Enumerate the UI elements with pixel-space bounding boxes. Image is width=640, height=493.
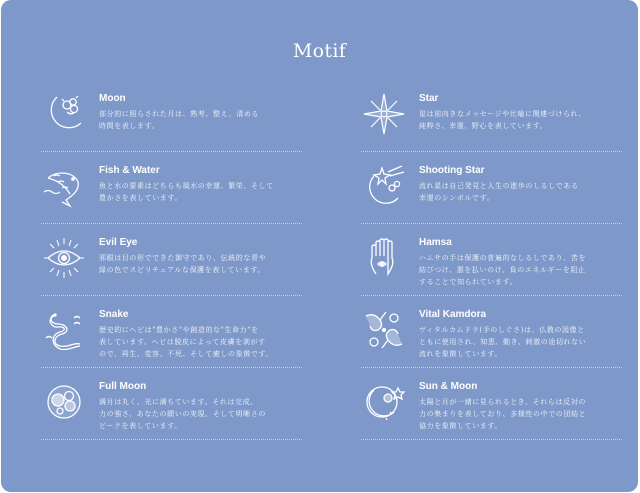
motif-item-hamsa (360, 232, 622, 304)
page-title: Motif (292, 40, 347, 62)
motif-name: Full Moon (99, 381, 147, 392)
divider (361, 223, 622, 224)
motif-name: Snake (99, 309, 129, 320)
motif-item-star (360, 88, 622, 160)
vital-kamdora-icon (360, 306, 408, 354)
hamsa-hand-icon (360, 234, 408, 282)
motif-column-right (360, 88, 622, 448)
snake-icon (40, 306, 88, 354)
motif-description: 星は前向きなメッセージや比喩に関連づけられ、 純粋さ、幸運、野心を表しています。 (419, 110, 587, 130)
motif-card (1, 0, 638, 492)
motif-item-snake (40, 304, 302, 376)
divider (41, 295, 302, 296)
divider (41, 439, 302, 440)
motif-name: Hamsa (419, 237, 452, 248)
motif-item-moon (40, 88, 302, 160)
divider (41, 223, 302, 224)
divider (361, 439, 622, 440)
motif-name: Fish & Water (99, 165, 160, 176)
evil-eye-icon (40, 234, 88, 282)
motif-description: 太陽と月が一緒に見られるとき、それらは反対の 力の集まりを表しており、多様性の中での団結と 協力を象徴しています。 (419, 398, 587, 430)
divider (361, 295, 622, 296)
divider (41, 151, 302, 152)
crescent-moon-flower-icon (40, 90, 88, 138)
motif-description: 部分的に照らされた月は、熟考、整え、清める 時間を表します。 (99, 110, 260, 130)
motif-name: Star (419, 93, 439, 104)
fish-water-icon (40, 162, 88, 210)
motif-name: Shooting Star (419, 165, 485, 176)
motif-description: 邪眼は目の形でできた御守であり、伝統的な青や 緑の色でスピリチュアルな保護を表しています。 (99, 254, 267, 274)
divider (361, 367, 622, 368)
motif-item-vital-kamdora (360, 304, 622, 376)
motif-item-fish-water (40, 160, 302, 232)
motif-name: Evil Eye (99, 237, 138, 248)
motif-name: Sun & Moon (419, 381, 478, 392)
motif-name: Moon (99, 93, 126, 104)
motif-item-sun-moon (360, 376, 622, 448)
motif-item-shooting-star (360, 160, 622, 232)
motif-item-full-moon (40, 376, 302, 448)
motif-name: Vital Kamdora (419, 309, 487, 320)
divider (361, 151, 622, 152)
motif-description: ヴィタルカムドラ(手のしぐさ)は、仏教の図像と ともに使用され、知恵、動き、刺激の途切れない 流れを象徴しています。 (419, 326, 587, 358)
motif-description: ハムサの手は保護の普遍的なしるしであり、苦を 結びつけ、悪を払いのけ、負のエネルギーを阻止 することで知られています。 (419, 254, 587, 286)
divider (41, 367, 302, 368)
motif-description: 満月は丸く、光に満ちています。それは完成、 力の強さ、あなたの願いの実現、そして明晰さの ピークを表しています。 (99, 398, 266, 430)
motif-description: 流れ星は自己発見と人生の進歩のしるしである 幸運のシンボルです。 (419, 182, 579, 202)
motif-description: 歴史的にヘビは"豊かさ"や創造的な"生命力"を 表しています。ヘビは脱皮によって皮膚を剥がす ので、再生、変容、不死、そして癒しの象徴です。 (99, 326, 274, 358)
motif-item-evil-eye (40, 232, 302, 304)
shooting-star-moon-icon (360, 162, 408, 210)
star-burst-icon (360, 90, 408, 138)
motif-column-left (40, 88, 302, 448)
motif-description: 魚と水の要素はどちらも風水の幸運、繁栄、そして 豊かさを表しています。 (99, 182, 274, 202)
sun-moon-icon (360, 378, 408, 426)
full-moon-icon (40, 378, 88, 426)
